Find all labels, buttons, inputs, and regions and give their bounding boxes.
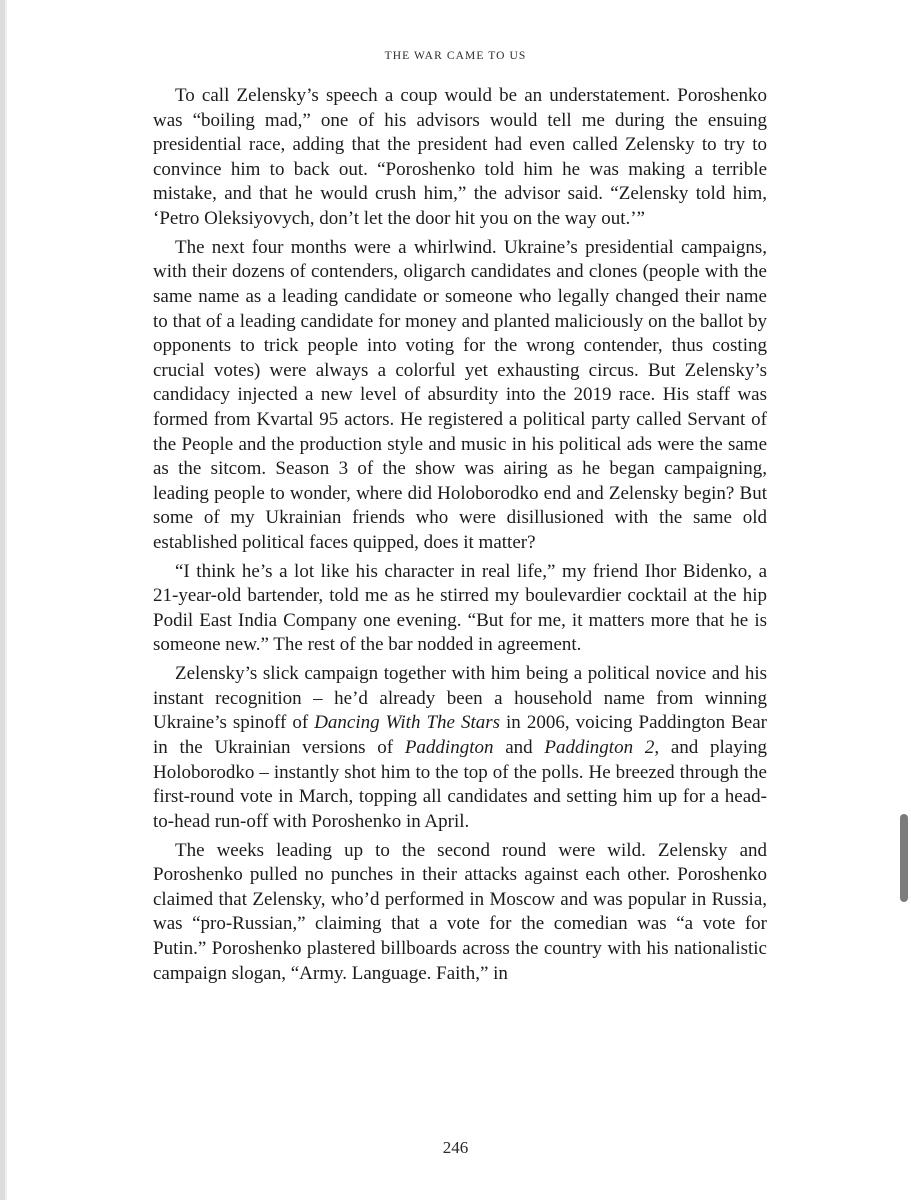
page-edge-highlight xyxy=(5,0,7,1200)
paragraph: The next four months were a whirlwind. Ukraine’s presidential campaigns, with their dozens of contenders, oligarch candidates and clones (people with the same name as a leading candidate or someone who legally changed their name to that of a leading candidate for money and planted maliciously on the ballot by opponents to trick people into voting for the wrong contender, thus costing crucial votes) were always a colorful yet exhausting circus. But Zelensky’s candidacy injected a new level of absurdity into the 2019 race. His staff was formed from Kvartal 95 actors. He registered a political party called Servant of the People and the production style and music in his political ads were the same as the sitcom. Season 3 of the show was airing as he began campaigning, leading people to wonder, where did Holoborodko end and Zelensky begin? But some of my Ukrainian friends who were disillusioned with the same old established political faces quipped, does it matter? xyxy=(153,236,767,553)
paragraph: The weeks leading up to the second round were wild. Zelensky and Poroshenko pulled no punches in their attacks against each other. Poroshenko claimed that Zelensky, who’d performed in Moscow and was popular in Russia, was “pro-Russian,” claiming that a vote for the comedian was “a vote for Putin.” Poroshenko plastered billboards across the country with his nationalistic campaign slogan, “Army. Language. Faith,” in xyxy=(153,839,767,984)
italic-title: Dancing With The Stars xyxy=(314,712,501,734)
text-segment: Zelensky’s slick campaign together with him being a political novice and his instant recognition – he’d already been a household name from winning Ukraine’s spinoff of xyxy=(153,663,767,734)
paragraph: “I think he’s a lot like his character in real life,” my friend Ihor Bidenko, a 21-year-old bartender, told me as he stirred my boulevardier cocktail at the hip Podil East India Company one evening. “But for me, it matters more that he is someone new.” The rest of the bar nodded in agreement. xyxy=(153,560,767,656)
italic-title: Paddington 2 xyxy=(544,737,655,758)
paragraph xyxy=(153,662,767,834)
italic-title: Paddington xyxy=(404,737,494,758)
scrollbar-thumb[interactable] xyxy=(900,814,908,902)
page-body xyxy=(153,84,767,990)
running-head: THE WAR CAME TO US xyxy=(384,50,527,62)
text-segment: and xyxy=(493,737,545,758)
text-segment: in 2006, voicing Paddington Bear in the Ukrainian versions of xyxy=(153,712,767,758)
page-number: 246 xyxy=(442,1138,469,1157)
text-segment: , and playing Holoborodko – instantly shot him to the top of the polls. He breezed through the first-round vote in March, topping all candidates and setting him up for a head-to-head run-off with Poroshenko in April. xyxy=(153,737,767,832)
paragraph: To call Zelensky’s speech a coup would be an understatement. Poroshenko was “boiling mad,” one of his advisors would tell me during the ensuing presidential race, adding that the president had even called Zelensky to try to convince him to back out. “Poroshenko told him he was making a terrible mistake, and that he would crush him,” the advisor said. “Zelensky told him, ‘Petro Oleksiyovych, don’t let the door hit you on the way out.’” xyxy=(153,85,767,229)
